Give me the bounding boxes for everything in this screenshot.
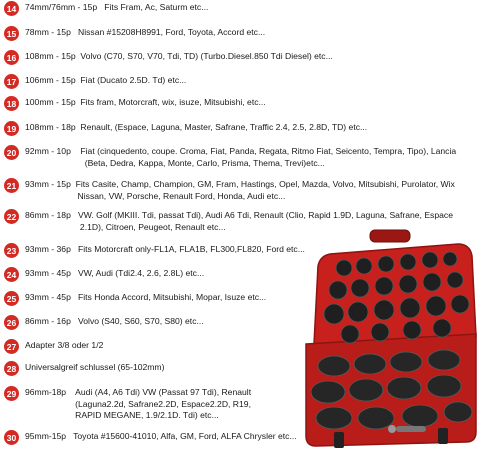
item-number-badge: 25	[4, 291, 19, 306]
item-description: 95mm-15p Toyota #15600-41010, Alfa, GM, Ford, ALFA Chrysler etc...	[25, 431, 297, 441]
item-number-badge: 15	[4, 26, 19, 41]
list-item	[4, 2, 479, 16]
item-description: 93mm - 45p VW, Audi (Tdi2.4, 2.6, 2.8L) etc...	[25, 268, 205, 278]
item-number-badge: 21	[4, 178, 19, 193]
list-item	[4, 316, 315, 330]
list-item	[4, 146, 479, 169]
item-description: 108mm - 18p Renault, (Espace, Laguna, Master, Safrane, Traffic 2.4, 2.5, 2.8D, TD) etc...	[25, 122, 368, 132]
item-description: 92mm - 10p Fiat (cinquedento, coupe. Croma, Fiat, Panda, Regata, Ritmo Fiat, Seicento, Tempra, Tipo), Lancia (Beta, Dedra, Kappa, Monte, Carlo, Prisma, Thema, Trevi)etc...	[25, 146, 457, 168]
list-item	[4, 387, 315, 422]
item-description: 96mm-18p Audi (A4, A6 Tdi) VW (Passat 97 Tdi), Renault (Laguna2.2d, Safrane2.2D, Espace2.2D, R19, RAPID MEGANE, 1.9/2.1D. Tdi) etc...	[25, 387, 252, 420]
item-description: 100mm - 15p Fits fram, Motorcraft, wix, isuze, Mitsubishi, etc...	[25, 97, 266, 107]
item-number-badge: 29	[4, 386, 19, 401]
item-number-badge: 27	[4, 339, 19, 354]
item-description: 86mm - 18p VW. Golf (MKIII. Tdi, passat Tdi), Audi A6 Tdi, Renault (Clio, Rapid 1.9D, Laguna, Safrane, Espace 2.1D), Citroen, Peugeot, Renault etc...	[25, 210, 453, 232]
item-description: Adapter 3/8 oder 1/2	[25, 340, 104, 350]
item-number-badge: 17	[4, 74, 19, 89]
list-item	[4, 292, 315, 306]
list-item	[4, 362, 315, 376]
item-description: 93mm - 36p Fits Motorcraft only-FL1A, FLA1B, FL300,FL820, Ford etc...	[25, 244, 305, 254]
list-item	[4, 51, 479, 65]
list-item	[4, 75, 479, 89]
list-item	[4, 340, 315, 354]
list-item	[4, 179, 479, 202]
item-number-badge: 28	[4, 361, 19, 376]
item-number-badge: 16	[4, 50, 19, 65]
item-description: 78mm - 15p Nissan #15208H8991, Ford, Toyota, Accord etc...	[25, 27, 266, 37]
item-description: 93mm - 45p Fits Honda Accord, Mitsubishi, Mopar, Isuze etc...	[25, 292, 267, 302]
item-description: 86mm - 16p Volvo (S40, S60, S70, S80) etc...	[25, 316, 204, 326]
item-number-badge: 19	[4, 121, 19, 136]
product-photo	[300, 226, 478, 452]
list-item	[4, 97, 479, 111]
list-item	[4, 27, 479, 41]
item-number-badge: 14	[4, 1, 19, 16]
item-number-badge: 22	[4, 209, 19, 224]
item-description: Universalgreif schlussel (65-102mm)	[25, 362, 165, 372]
item-number-badge: 24	[4, 267, 19, 282]
list-item	[4, 122, 479, 136]
item-number-badge: 26	[4, 315, 19, 330]
list-item	[4, 244, 315, 258]
oil-filter-wrench-kit-illustration	[300, 226, 478, 452]
item-description: 106mm - 15p Fiat (Ducato 2.5D. Td) etc...	[25, 75, 187, 85]
item-number-badge: 20	[4, 145, 19, 160]
item-number-badge: 30	[4, 430, 19, 445]
item-number-badge: 18	[4, 96, 19, 111]
item-number-badge: 23	[4, 243, 19, 258]
item-description: 74mm/76mm - 15p Fits Fram, Ac, Saturm etc...	[25, 2, 209, 12]
item-description: 93mm - 15p Fits Casite, Champ, Champion, GM, Fram, Hastings, Opel, Mazda, Volvo, Mitsubishi, Purolator, Wix Nissan, VW, Porsche, Renault Ford, Honda, Audi etc...	[25, 179, 455, 201]
item-description: 108mm - 15p Volvo (C70, S70, V70, Tdi, TD) (Turbo.Diesel.850 Tdi Diesel) etc...	[25, 51, 333, 61]
list-item	[4, 268, 315, 282]
